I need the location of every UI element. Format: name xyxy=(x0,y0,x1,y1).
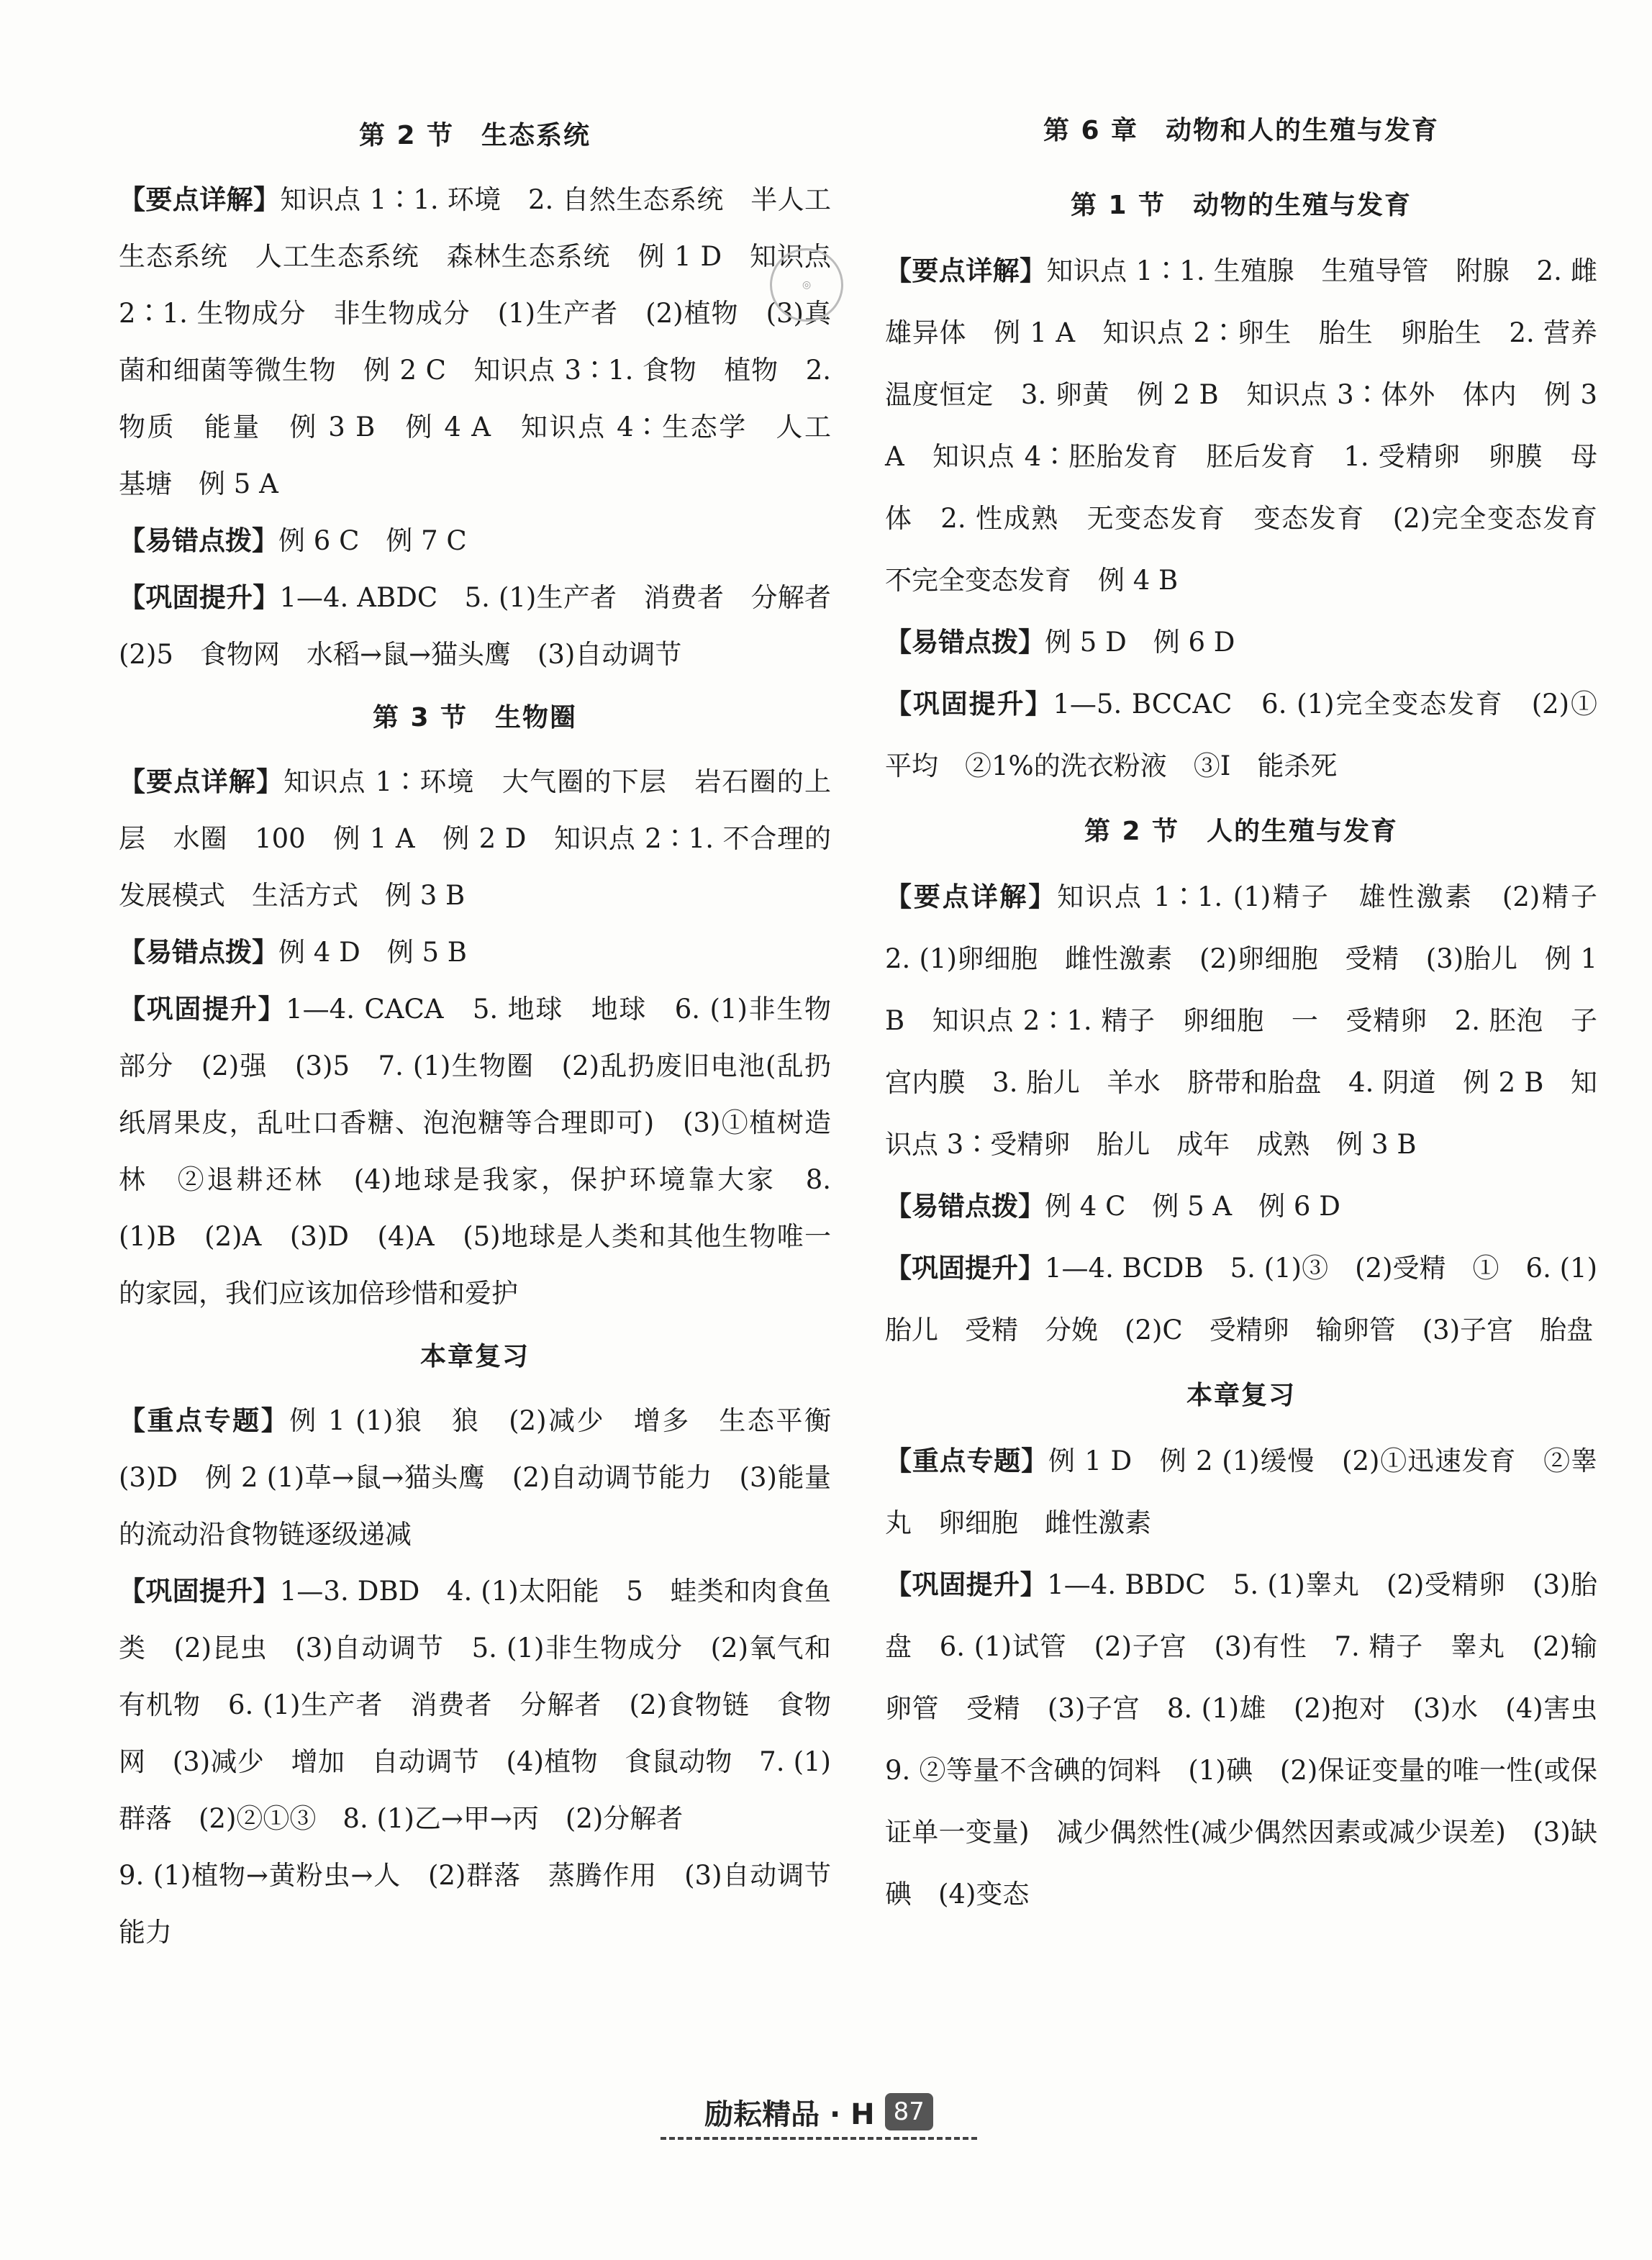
answer-paragraph xyxy=(885,240,1624,612)
section-heading: 第 1 节 动物的生殖与发育 xyxy=(1070,191,1412,220)
answer-paragraph xyxy=(119,924,831,981)
page-number: 87 xyxy=(885,2093,933,2130)
answer-text: 1—4. CACA 5. 地球 地球 6. (1)非生物部分 (2)强 (3)5 7. (1)生物圈 (2)乱扔废旧电池(乱扔纸屑果皮，乱吐口香糖、泡泡糖等合理即可) (3)①植树造林 ②退耕还林 (4)地球是我家，保护环境靠大家 8. (1)B (2)A (3)D (4)A (5)地球是人类和其他生物唯一的家园，我们应该加倍珍惜和爱护 xyxy=(119,994,831,1309)
label-tag: 【易错点拨】 xyxy=(885,627,1045,658)
answer-text: 1—5. BCCAC 6. (1)完全变态发育 (2)①平均 ②1%的洗衣粉液 ③Ⅰ 能杀死 xyxy=(885,689,1598,781)
answer-paragraph xyxy=(119,1563,831,1847)
label-tag: 【重点专题】 xyxy=(119,1405,290,1436)
page-footer xyxy=(661,2087,977,2140)
answer-paragraph xyxy=(885,1238,1597,1361)
label-tag: 【易错点拨】 xyxy=(119,525,278,556)
label-tag: 【要点详解】 xyxy=(119,766,284,797)
answer-paragraph xyxy=(119,1847,831,1961)
answer-text: 1—4. BCDB 5. (1)③ (2)受精 ① 6. (1)胎儿 受精 分娩 (2)C 受精卵 输卵管 (3)子宫 胎盘 xyxy=(885,1253,1598,1345)
label-tag: 【易错点拨】 xyxy=(119,937,278,968)
answer-paragraph xyxy=(119,753,831,924)
right-column xyxy=(885,101,1625,1925)
section-heading: 本章复习 xyxy=(1186,1381,1296,1410)
answer-text: 例 5 D 例 6 D xyxy=(1045,627,1235,658)
label-tag: 【要点详解】 xyxy=(885,881,1058,912)
label-tag: 【重点专题】 xyxy=(885,1446,1048,1476)
answer-text: 1—4. BBDC 5. (1)睾丸 (2)受精卵 (3)胎盘 6. (1)试管 (2)子宫 (3)有性 7. 精子 睾丸 (2)输卵管 受精 (3)子宫 8. (1)雄 (2)抱对 (3)水 (4)害虫 9. ②等量不含碘的饲料 (1)碘 (2)保证变量的唯一性(或保证单一变量) 减少偶然性(减少偶然因素或减少误差) (3)缺碘 (4)变态 xyxy=(885,1569,1624,1910)
label-tag: 【巩固提升】 xyxy=(119,1576,280,1607)
answer-paragraph xyxy=(885,673,1597,797)
answer-text: 知识点 1∶环境 大气圈的下层 岩石圈的上层 水圈 100 例 1 A 例 2 D 知识点 2∶1. 不合理的发展模式 生活方式 例 3 B xyxy=(119,766,831,911)
section-heading: 第 2 节 人的生殖与发育 xyxy=(1084,817,1399,846)
chapter-heading: 第 6 章 动物和人的生殖与发育 xyxy=(1043,116,1440,145)
answer-text: 知识点 1∶1. 生殖腺 生殖导管 附腺 2. 雌雄异体 例 1 A 知识点 2∶卵生 胎生 卵胎生 2. 营养 温度恒定 3. 卵黄 例 2 B 知识点 3∶体外 体内 例 3 A 知识点 4∶胚胎发育 胚后发育 1. 受精卵 卵膜 母体 2. 性成熟 无变态发育 变态发育 (2)完全变态发育 不完全变态发育 例 4 B xyxy=(885,255,1624,596)
label-tag: 【要点详解】 xyxy=(119,184,281,215)
answer-paragraph xyxy=(119,569,858,683)
answer-text: 知识点 1∶1. (1)精子 雄性激素 (2)精子 2. (1)卵细胞 雌性激素 (2)卵细胞 受精 (3)胎儿 例 1 B 知识点 2∶1. 精子 卵细胞 一 受精卵 2. 胚泡 子宫内膜 3. 胎儿 羊水 脐带和胎盘 4. 阴道 例 2 B 知识点 3∶受精卵 胎儿 成年 成熟 例 3 B xyxy=(885,881,1625,1160)
label-tag: 【巩固提升】 xyxy=(885,1253,1045,1284)
brand-logo: 励耘精品 · H xyxy=(704,2097,875,2131)
label-tag: 【要点详解】 xyxy=(885,255,1047,286)
answer-text: 例 4 D 例 5 B xyxy=(278,937,467,968)
section-heading: 第 2 节 生态系统 xyxy=(358,121,591,150)
answer-text: 1—3. DBD 4. (1)太阳能 5 蛙类和肉食鱼类 (2)昆虫 (3)自动调节 5. (1)非生物成分 (2)氧气和有机物 6. (1)生产者 消费者 分解者 (2)食物链 食物网 (3)减少 增加 自动调节 (4)植物 食鼠动物 7. (1)群落 (2)②①③ 8. (1)乙→甲→丙 (2)分解者 xyxy=(119,1576,832,1834)
answer-paragraph xyxy=(119,1392,858,1563)
label-tag: 【巩固提升】 xyxy=(119,994,286,1025)
label-tag: 【巩固提升】 xyxy=(885,689,1053,720)
answer-text: 1—4. ABDC 5. (1)生产者 消费者 分解者 (2)5 食物网 水稻→鼠→猫头鹰 (3)自动调节 xyxy=(119,582,858,670)
answer-paragraph xyxy=(119,171,858,512)
label-tag: 【巩固提升】 xyxy=(119,582,280,613)
stamp-icon: ◎ xyxy=(762,240,852,330)
left-column xyxy=(119,101,858,1961)
answer-text: 9. (1)植物→黄粉虫→人 (2)群落 蒸腾作用 (3)自动调节能力 xyxy=(119,1860,831,1948)
section-heading: 本章复习 xyxy=(419,1342,530,1371)
answer-text: 例 1 D 例 2 (1)缓慢 (2)①迅速发育 ②睾丸 卵细胞 雌性激素 xyxy=(885,1446,1597,1538)
answer-paragraph xyxy=(119,512,831,569)
answer-paragraph xyxy=(885,1176,1597,1238)
answer-paragraph xyxy=(885,866,1625,1176)
answer-text: 例 4 C 例 5 A 例 6 D xyxy=(1045,1191,1340,1222)
answer-text: 知识点 1∶1. 环境 2. 自然生态系统 半人工生态系统 人工生态系统 森林生态系统 例 1 D 知识点 2∶1. 生物成分 非生物成分 (1)生产者 (2)植物 (3)真菌和细菌等微生物 例 2 C 知识点 3∶1. 食物 植物 2. 物质 能量 例 3 B 例 4 A 知识点 4∶生态学 人工 基塘 例 5 A xyxy=(119,184,858,499)
label-tag: 【巩固提升】 xyxy=(885,1569,1048,1600)
answer-paragraph xyxy=(885,1430,1597,1554)
answer-paragraph xyxy=(885,612,1597,673)
section-heading: 第 3 节 生物圈 xyxy=(372,703,578,732)
answer-paragraph xyxy=(119,981,831,1322)
label-tag: 【易错点拨】 xyxy=(885,1191,1045,1222)
answer-text: 例 6 C 例 7 C xyxy=(278,525,467,556)
answer-text: 例 1 (1)狼 狼 (2)减少 增多 生态平衡 (3)D 例 2 (1)草→鼠→猫头鹰 (2)自动调节能力 (3)能量的流动沿食物链逐级递减 xyxy=(119,1405,858,1550)
answer-paragraph xyxy=(885,1554,1624,1925)
